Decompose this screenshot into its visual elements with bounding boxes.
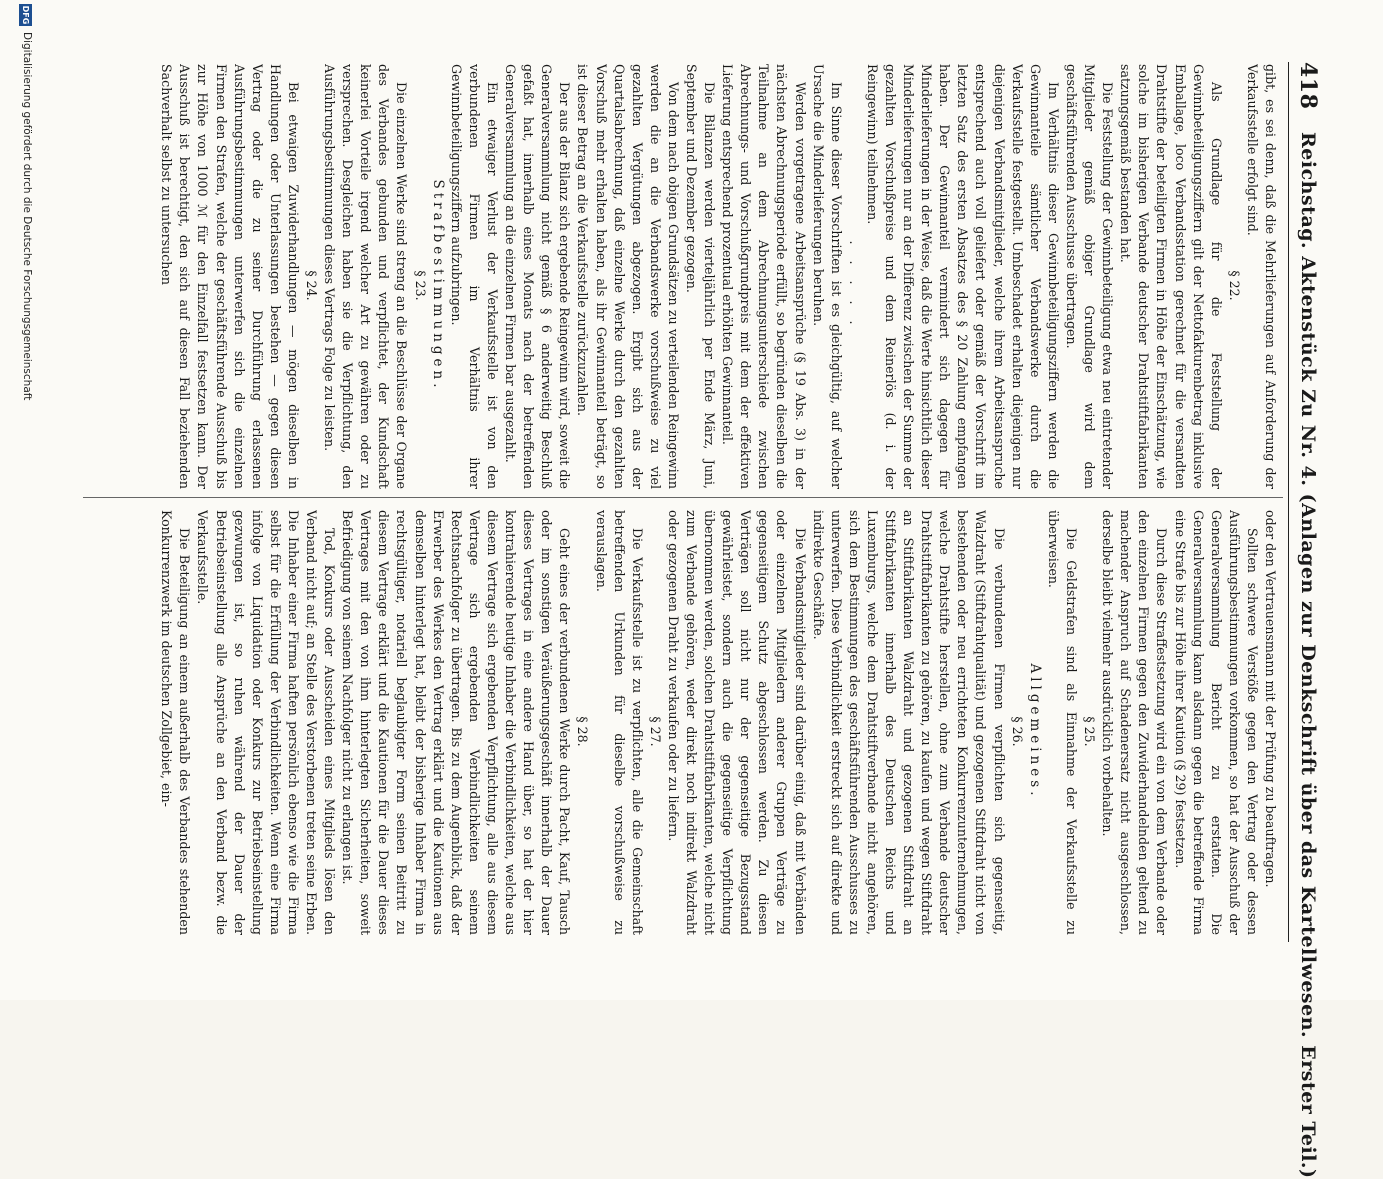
- paragraph: Der aus der Bilanz sich ergebende Reingewinn wird, soweit die Generalversammlung nicht gemäß § 6 anderweitig Beschluß gefaßt hat, innerhalb eines Monats nach der betreffenden Generalversammlung an die einzelnen Firmen bar ausgezahlt.: [503, 64, 573, 489]
- section-number: § 28.: [575, 716, 591, 747]
- section-number: § 27.: [647, 716, 663, 747]
- paragraph: Ein etwaiger Verlust der Verkaufsstelle ist von den verbundenen Firmen im Verhältnis ihrer Gewinnbeteiligungsziffern aufzubringen.: [448, 64, 500, 489]
- paragraph: Geht eines der verbundenen Werke durch Pacht, Kauf, Tausch oder im sonstigen Veräußerungsgeschäft innerhalb der Dauer dieses Vertrages in eine andere Hand über, so hat der hier kontrahierende heutige Inhaber die Verbindlichkeiten, welche aus diesem Vertrage sich ergebenden Verpflichtung, alle aus diesem Vertrage sich ergebenden Verbindlichkeiten seinem Rechtsnachfolger zu übertragen. Bis zu dem Augenblick, daß der Erwerber des Werkes den Vertrag erklärt und die Kautionen aus demselben hinterlegt hat, bleibt der bisherige Inhaber Firma in rechtsgültiger, notariell beglaubigter Form seinen Beitritt zu diesem Vertrage erklärt und die Kautionen für die Dauer dieses Vertrages mit den von ihm hinterlegten Sicherheiten, soweit Befriedigung von seinem Nachfolger nicht zu erlangen ist.: [340, 510, 573, 935]
- paragraph: Sollten schwere Verstöße gegen den Vertrag oder dessen Ausführungsbestimmungen vorkommen, so hat der Ausschuß der Generalversammlung Bericht zu erstatten. Die Generalversammlung kann alsdann gegen die betreffende Firma eine Strafe bis zur Höhe ihrer Kaution (§ 29) festsetzen.: [1172, 510, 1260, 935]
- ellipsis-break: . . . . .: [846, 240, 862, 331]
- section-number: § 23.: [412, 270, 428, 301]
- paragraph: Die verbundenen Firmen verpflichten sich gegenseitig, Walzdraht (Stiftdrahtqualität) und gezogenen Stiftdraht nicht von bestehenden oder neu errichteten Konkurrenzunternehmungen, welche Drahtstifte herstellen, ohne zum Verbande deutscher Drahtstiftfabrikanten zu gehören, zu kaufen und wegen Stiftdraht an Stiftfabrikanten Walzdraht und gezogenen Stiftdraht an Stiftfabrikanten innerhalb des Deutschen Reichs und Luxemburgs, welche dem Drahtstiftverbande nicht angehören, sich dem Bestimmungen des geschäftsführenden Ausschusses zu unterwerfen. Diese Verbindlichkeit erstreckt sich auf direkte und indirekte Geschäfte.: [810, 510, 1007, 935]
- section-number: § 24.: [304, 270, 320, 301]
- paragraph: Die Bilanzen werden vierteljährlich per Ende März, Juni, September und Dezember gezogen.: [684, 64, 718, 489]
- paragraph: Tod, Konkurs oder Ausscheiden eines Mitglieds lösen den Verband nicht auf; an Stelle des Verstorbenen treten seine Erben. Die Inhaber einer Firma haften persönlich ebenso wie die Firma selbst für die Erfüllung der Verbindlichkeiten. Wenn eine Firma infolge von Liquidation oder Konkurs zur Betriebseinstellung gezwungen ist, so ruhen während der Dauer der Betriebseinstellung alle Ansprüche an den Verband bezw. die Verkaufsstelle.: [195, 510, 338, 935]
- paragraph: Die Feststellung der Gewinnbeteiligung etwa neu eintretender Mitglieder gemäß obiger Grundlage wird dem geschäftsführenden Ausschusse übertragen.: [1063, 64, 1116, 489]
- page-title: Reichstag. Aktenstück Zu Nr. 4. (Anlagen zur Denkschrift über das Kartellwesen. Erster Teil.): [1297, 132, 1319, 1179]
- section-number: § 25.: [1082, 716, 1098, 747]
- paragraph: gibt, es sei denn, daß die Mehrlieferungen auf Anforderung der Verkaufsstelle erfolgt sind.: [1244, 64, 1278, 489]
- dfg-logo: DFG: [21, 5, 30, 25]
- left-column: [84, 64, 1279, 489]
- paragraph: Im Sinne dieser Vorschriften ist es gleichgültig, auf welcher Ursache die Minderlieferungen beruhen.: [810, 64, 844, 489]
- paragraph: Als Grundlage für die Feststellung der Gewinnbeteiligungsziffern gilt der Nettofakturenbetrag inklusive Emballage, loco Verbandsstation gerechnet für die versandten Drahtstifte der beteiligten Firmen in Höhe der Einschätzung, wie solche im bisherigen Verbande deutscher Drahtstiftfabrikanten satzungsgemäß bestanden hat.: [1118, 64, 1224, 489]
- paragraph: Bei etwaigen Zuwiderhandlungen — mögen dieselben in Handlungen oder Unterlassungen bestehen — gegen diesen Vertrag oder die zu seiner Durchführung erlassenen Ausführungsbestimmungen unterwerfen sich die einzelnen Firmen den Strafen, welche der geschäftsführende Ausschuß bis zur Höhe von 1000 ℳ für den Einzelfall festsetzen kann. Der Ausschuß ist berechtigt, den sich auf diesen Fall beziehenden Sachverhalt selbst zu untersuchen: [159, 64, 301, 489]
- paragraph: Die Verkaufsstelle ist zu verpflichten, alle die Gemeinschaft betreffenden Urkunden für dieselbe vorschußweise zu verauslagen.: [593, 510, 645, 935]
- paragraph: Die Verbandsmitglieder sind darüber einig, daß mit Verbänden oder einzelnen Mitgliedern anderer Gruppen Verträge zu gegenseitigem Schutz abgeschlossen werden. Zu diesen Verträgen soll nicht nur der gegenseitige Bezugsstand gewährleistet, sondern auch die gegenseitige Verpflichtung übernommen werden, solchen Drahtstiftfabrikanten, welche nicht zum Verbande gehören, weder direkt noch indirekt Walzdraht oder gezogenen Draht zu verkaufen oder zu liefern.: [665, 510, 808, 935]
- paragraph: Im Verhältnis dieser Gewinnbeteiligungsziffern werden die Gewinnanteile sämtlicher Verbandswerke durch die Verkaufsstelle festgestellt. Umbeschadet erhalten diejenigen nur diejenigen Verbandsmitglieder, welche ihrem Arbeitsanspruche entsprechend auch voll geliefert oder gemäß der Vorschrift im letzten Satz des ersten Absatzes des § 20 Zahlung empfangen haben. Der Gewinnanteil vermindert sich dagegen für Minderlieferungen in der Weise, daß die Werte hinsichtlich dieser Minderlieferungen nur an der Differenz zwischen der Summe der gezahlten Vorschußpreise und dem Reinerlös (d. i. der Reingewinn) teilnehmen.: [864, 64, 1061, 489]
- paragraph: Von dem nach obigen Grundsätzen zu verteilenden Reingewinn werden die an die Verbandswerke vorschußweise zu viel gezahlten Vergütungen abgezogen. Ergibt sich aus der Quartalsabrechnung, daß einzelne Werke durch den gezahlten Vorschuß mehr erhalten haben, als ihr Gewinnanteil beträgt, so ist dieser Betrag an die Verkaufsstelle zurückzuzahlen.: [575, 64, 681, 489]
- paragraph: Werden vorgetragene Arbeitsansprüche (§ 19 Abs. 3) in der nächsten Abrechnungsperiode erfüllt, so begründen dieselben die Teilnahme an dem Abrechnungsunterschiede zwischen Abrechnungs- und Vorschußgrundpreis mit dem der effektiven Lieferung entsprechend prozentual erhöhten Gewinnanteil.: [720, 64, 808, 489]
- column-divider: [83, 497, 1283, 498]
- page-footer: [13, 0, 35, 1000]
- page-header: [1288, 62, 1323, 1179]
- section-heading: Allgemeines.: [1026, 663, 1043, 800]
- digitization-note: Digitalisierung gefördert durch die Deutsche Forschungsgemeinschaft: [21, 32, 33, 401]
- section-number: § 22.: [1226, 270, 1242, 301]
- section-number: § 26.: [1009, 716, 1025, 747]
- section-heading: Strafbestimmungen.: [429, 179, 446, 392]
- paragraph: Die Geldstrafen sind als Einnahme der Verkaufsstelle zu überweisen.: [1045, 510, 1079, 935]
- paragraph: Die Beteiligung an einem außerhalb des Verbandes stehenden Konkurrenzwerk im deutschen Zollgebiet, ein-: [159, 510, 193, 935]
- right-column: [84, 510, 1279, 935]
- paragraph: oder den Vertrauensmann mit der Prüfung zu beauftragen.: [1263, 510, 1278, 888]
- paragraph: Durch diese Straffestsetzung wird ein von dem Verbande oder den einzelnen Firmen gegen den Zuwiderhandelnden geltend zu machender Anspruch auf Schadenersatz nicht ausgeschlossen, derselbe bleibt vielmehr ausdrücklich vorbehalten.: [1100, 510, 1170, 935]
- page-number: 418: [1295, 62, 1321, 110]
- paragraph: Die einzelnen Werke sind streng an die Beschlüsse der Organe des Verbandes gebunden und verpflichtet, der Kundschaft keinerlei Vorteile irgend welcher Art zu gewähren oder zu versprechen. Desgleichen haben sie die Verpflichtung, den Ausführungsbestimmungen dieses Vertrags Folge zu leisten.: [322, 64, 410, 489]
